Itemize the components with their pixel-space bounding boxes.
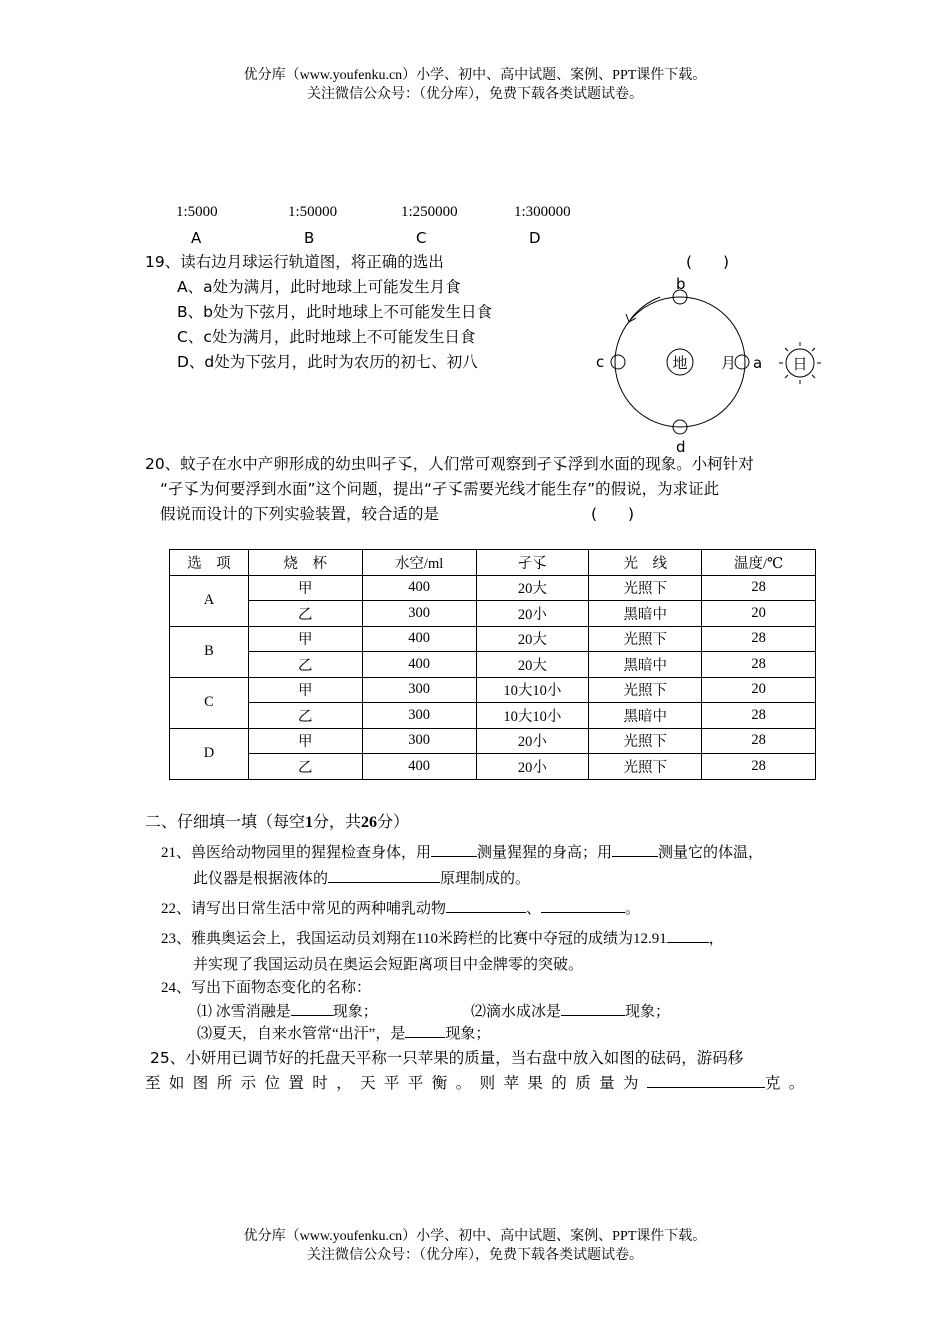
light-cell: 黑暗中 [589, 601, 702, 627]
header-option: 选 项 [170, 550, 249, 576]
table-row [170, 754, 816, 780]
light-cell: 光照下 [589, 626, 702, 652]
water-cell: 300 [362, 728, 476, 754]
q24-blank-1[interactable] [291, 999, 333, 1016]
q25-line2: 至如图所示位置时，天平平衡。则苹果的质量为 克。 [145, 1071, 813, 1095]
q24-blank-3[interactable] [405, 1021, 445, 1038]
q23-line2: 并实现了我国运动员在奥运会短距离项目中金牌零的突破。 [193, 957, 584, 973]
q19-answer-paren: ( ) [686, 253, 730, 271]
beaker-cell: 甲 [248, 575, 362, 601]
header-temperature: 温度/℃ [702, 550, 816, 576]
q24-blank-2[interactable] [561, 999, 625, 1016]
point-c-label: c [596, 353, 605, 371]
water-cell: 400 [362, 575, 476, 601]
point-a-label: a [753, 354, 763, 372]
q21-blank-1[interactable] [431, 840, 477, 857]
water-cell: 400 [362, 754, 476, 780]
q20-experiment-table [169, 549, 816, 780]
q19-choice-d: D、d处为下弦月，此时为农历的初七、初八 [177, 353, 478, 371]
table-row [170, 677, 816, 703]
q20-stem-line1: 20、蚊子在水中产卵形成的幼虫叫孑孓，人们常可观察到孑孓浮到水面的现象。小柯针对 [145, 455, 754, 473]
option-cell: C [170, 677, 249, 728]
table-row [170, 626, 816, 652]
beaker-cell: 甲 [248, 677, 362, 703]
temperature-cell: 28 [702, 626, 816, 652]
q19-choice-c: C、c处为满月，此时地球上不可能发生日食 [177, 328, 476, 346]
moon-orbit-diagram [590, 272, 840, 457]
larvae-cell: 20小 [476, 601, 589, 627]
beaker-cell: 甲 [248, 626, 362, 652]
q19-choice-a: A、a处为满月，此时地球上可能发生月食 [177, 278, 461, 296]
water-cell: 300 [362, 601, 476, 627]
temperature-cell: 28 [702, 575, 816, 601]
q18-option-c-letter: C [416, 229, 427, 247]
larvae-cell: 10大10小 [476, 703, 589, 729]
point-b-label: b [676, 275, 686, 293]
larvae-cell: 20大 [476, 626, 589, 652]
q19-choice-b: B、b处为下弦月，此时地球上不可能发生日食 [177, 303, 492, 321]
moon-c-circle [611, 355, 625, 369]
option-cell: D [170, 728, 249, 779]
orbit-direction-arrow-arc [630, 297, 660, 320]
q22-blank-2[interactable] [541, 896, 625, 913]
larvae-cell: 20大 [476, 652, 589, 678]
light-cell: 黑暗中 [589, 703, 702, 729]
header-water: 水空/ml [362, 550, 476, 576]
larvae-cell: 20大 [476, 575, 589, 601]
temperature-cell: 20 [702, 677, 816, 703]
page-header-line2: 关注微信公众号：（优分库），免费下载各类试题试卷。 [307, 87, 643, 102]
q25-line1: 25、小妍用已调节好的托盘天平称一只苹果的质量，当右盘中放入如图的砝码，游码移 [150, 1049, 744, 1067]
temperature-cell: 28 [702, 728, 816, 754]
beaker-cell: 乙 [248, 652, 362, 678]
point-d-label: d [676, 438, 686, 456]
q25-blank-1[interactable] [647, 1071, 765, 1088]
page-footer-line2: 关注微信公众号：（优分库），免费下载各类试题试卷。 [307, 1248, 643, 1263]
beaker-cell: 乙 [248, 754, 362, 780]
earth-label: 地 [672, 354, 688, 372]
q18-option-a-value: 1:5000 [176, 204, 218, 220]
water-cell: 300 [362, 677, 476, 703]
moon-a-circle [735, 355, 749, 369]
light-cell: 光照下 [589, 575, 702, 601]
page-header-line1: 优分库（www.youfenku.cn）小学、初中、高中试题、案例、PPT课件下载。 [243, 68, 707, 83]
water-cell: 400 [362, 626, 476, 652]
header-beaker: 烧 杯 [248, 550, 362, 576]
light-cell: 黑暗中 [589, 652, 702, 678]
larvae-cell: 20小 [476, 754, 589, 780]
beaker-cell: 乙 [248, 703, 362, 729]
table-row [170, 601, 816, 627]
option-cell: B [170, 626, 249, 677]
header-light: 光 线 [589, 550, 702, 576]
table-row [170, 703, 816, 729]
q18-option-d-value: 1:300000 [514, 204, 571, 220]
sun-label: 日 [792, 355, 808, 373]
light-cell: 光照下 [589, 754, 702, 780]
larvae-cell: 10大10小 [476, 677, 589, 703]
q18-option-b-value: 1:50000 [288, 204, 338, 220]
q23-line1: 23、雅典奥运会上，我国运动员刘翔在110米跨栏的比赛中夺冠的成绩为12.91 ， [161, 926, 724, 951]
q20-stem-line2: “孑孓为何要浮到水面”这个问题，提出“孑孓需要光线才能生存”的假说，为求证此 [160, 480, 720, 498]
q19-stem: 19、读右边月球运行轨道图，将正确的选出 [145, 253, 444, 271]
temperature-cell: 20 [702, 601, 816, 627]
light-cell: 光照下 [589, 728, 702, 754]
q22-blank-1[interactable] [446, 896, 526, 913]
q21-blank-2[interactable] [612, 840, 658, 857]
light-cell: 光照下 [589, 677, 702, 703]
temperature-cell: 28 [702, 754, 816, 780]
q24-stem: 24、写出下面物态变化的名称： [161, 980, 372, 996]
q20-answer-paren: ( ) [591, 505, 635, 523]
option-cell: A [170, 575, 249, 626]
q18-option-b-letter: B [304, 229, 315, 247]
table-row [170, 575, 816, 601]
q24-part-1: ⑴ 冰雪消融是 现象； [197, 999, 378, 1024]
temperature-cell: 28 [702, 703, 816, 729]
q24-part-3: ⑶夏天，自来水管常“出汗”，是 现象； [197, 1021, 490, 1046]
temperature-cell: 28 [702, 652, 816, 678]
moon-label: 月 [721, 354, 737, 372]
table-row [170, 652, 816, 678]
q18-option-d-letter: D [529, 229, 541, 247]
beaker-cell: 乙 [248, 601, 362, 627]
larvae-cell: 20小 [476, 728, 589, 754]
q18-option-c-value: 1:250000 [401, 204, 458, 220]
water-cell: 400 [362, 652, 476, 678]
section-2-title: 二、仔细填一填（每空1分，共26分） [145, 814, 410, 831]
beaker-cell: 甲 [248, 728, 362, 754]
q20-stem-line3: 假说而设计的下列实验装置，较合适的是 [160, 505, 440, 523]
table-row [170, 728, 816, 754]
q22-line: 22、请写出日常生活中常见的两种哺乳动物 、 。 [161, 896, 640, 921]
q21-blank-3[interactable] [328, 866, 440, 883]
q18-option-a-letter: A [191, 229, 202, 247]
q21-line2: 此仪器是根据液体的 原理制成的。 [193, 866, 530, 891]
header-larvae: 孑孓 [476, 550, 589, 576]
page-footer-line1: 优分库（www.youfenku.cn）小学、初中、高中试题、案例、PPT课件下载。 [243, 1229, 707, 1244]
water-cell: 300 [362, 703, 476, 729]
q23-blank-1[interactable] [667, 926, 709, 943]
q21-line1: 21、兽医给动物园里的猩猩检查身体，用 测量猩猩的身高；用 测量它的体温， [161, 840, 763, 865]
table-header-row [170, 550, 816, 576]
q24-part-2: ⑵滴水成冰是 现象； [471, 999, 670, 1024]
